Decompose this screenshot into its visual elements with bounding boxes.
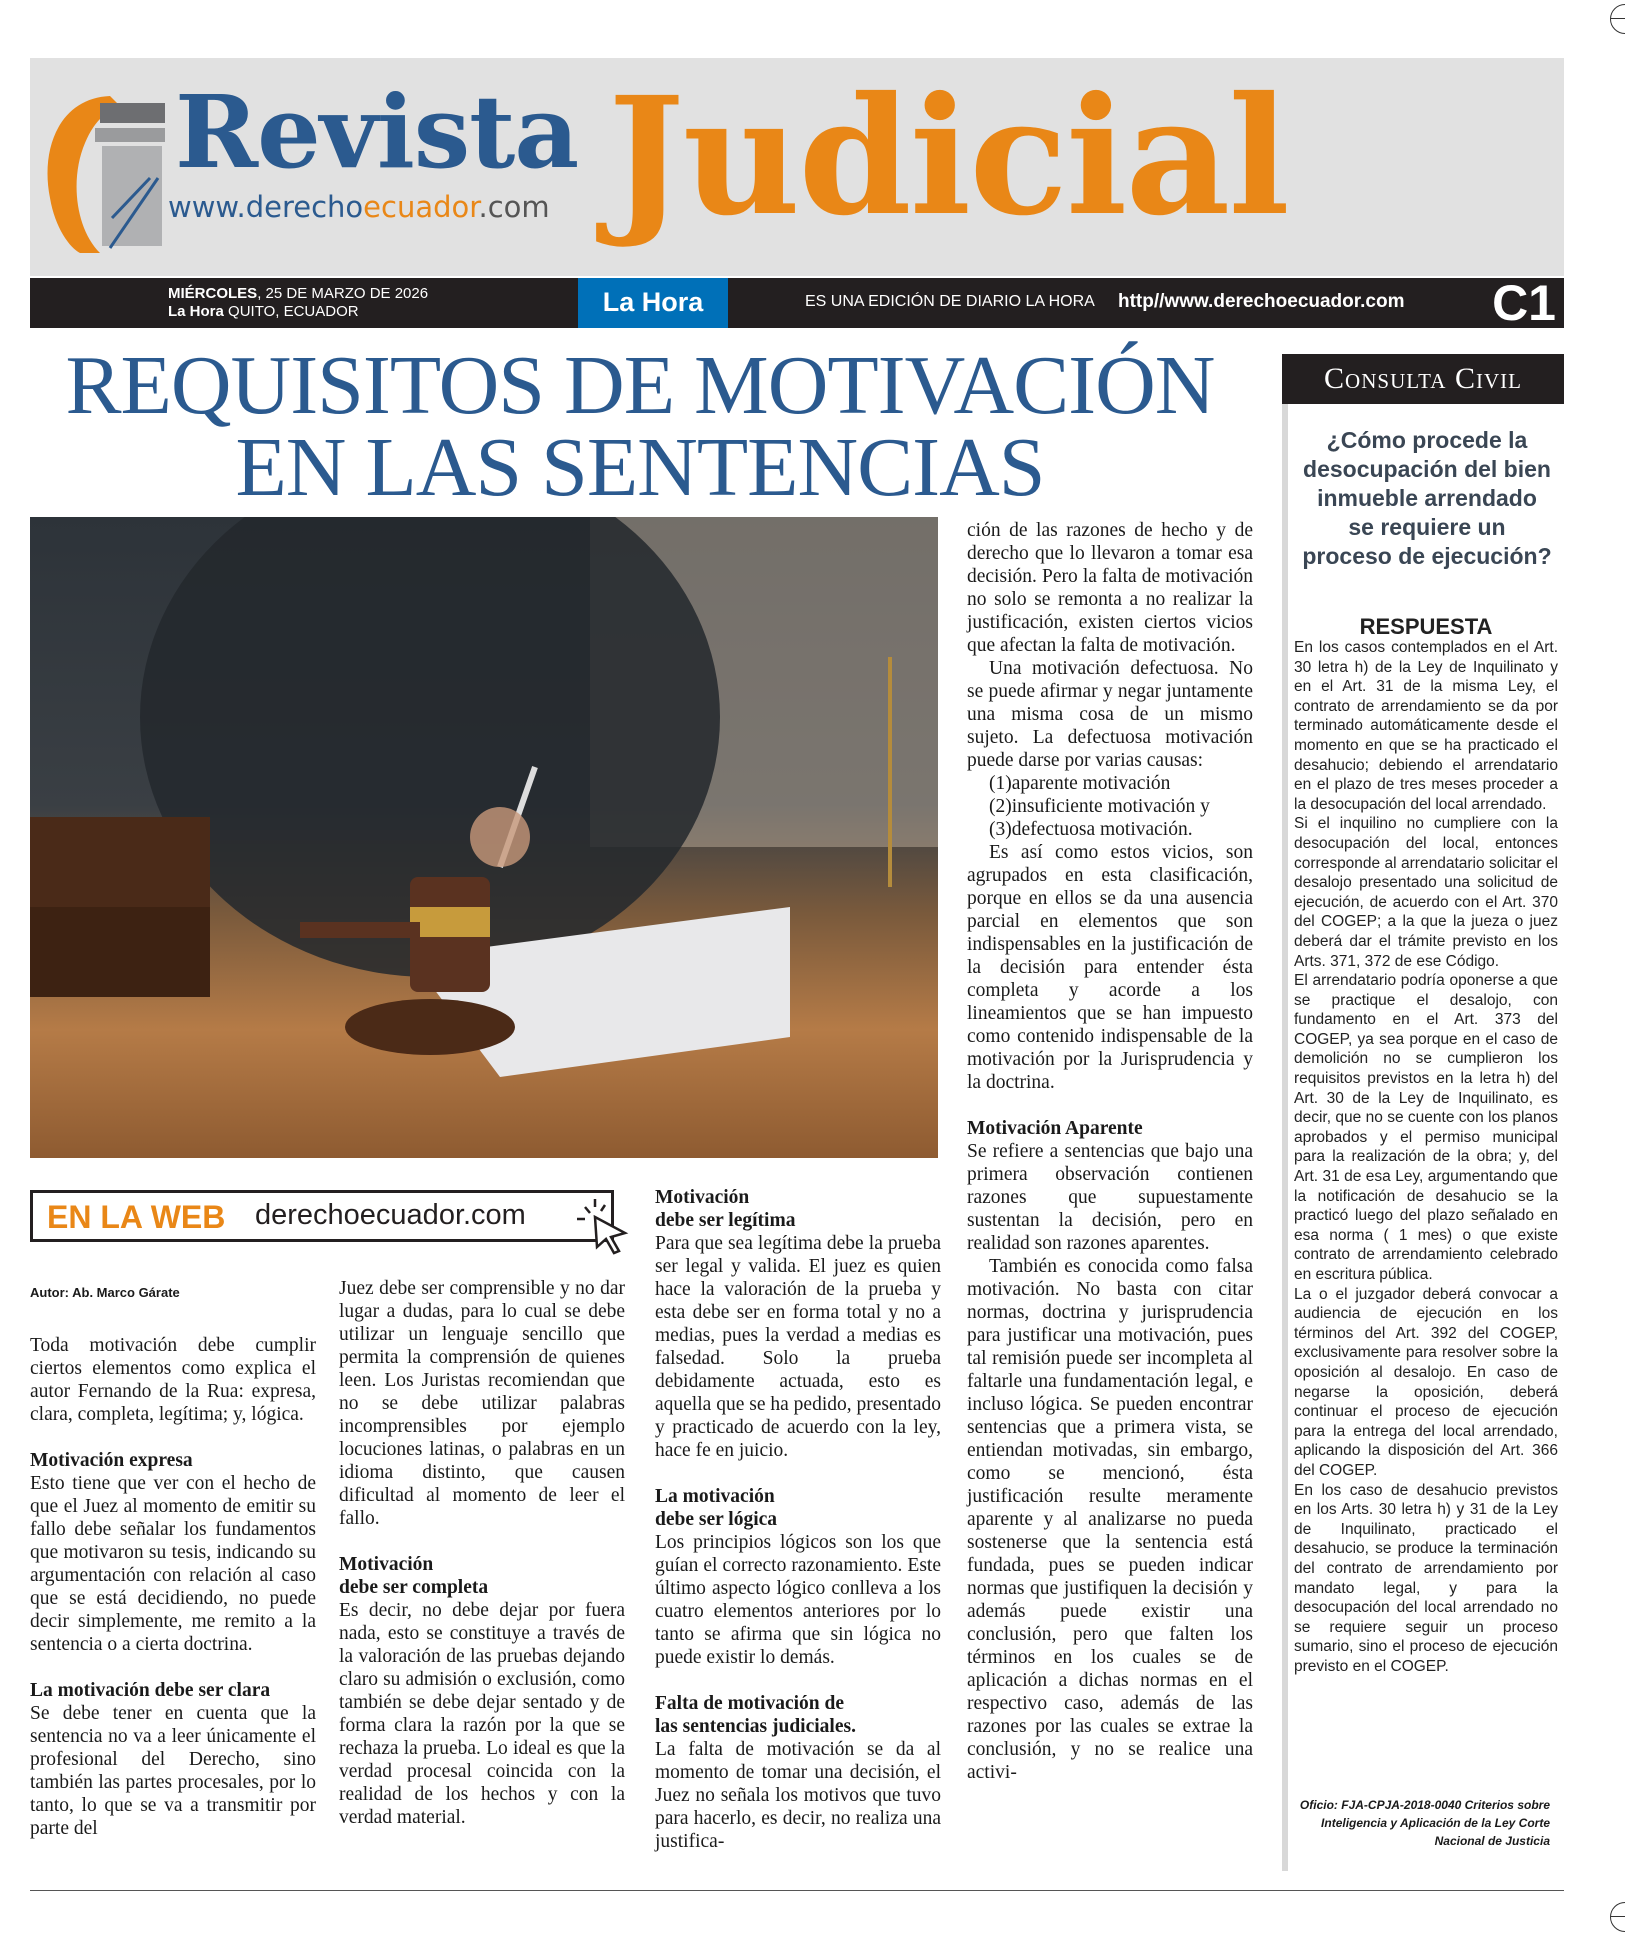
headline-line-2: EN LAS SENTENCIAS — [235, 421, 1045, 514]
registration-mark — [1610, 4, 1625, 34]
brand-small: La Hora — [168, 303, 224, 320]
masthead-title-judicial: Judicial — [608, 62, 1288, 252]
answer-title: RESPUESTA — [1359, 614, 1493, 639]
paragraph: Es decir, no debe dejar por fuera nada, esto se constituye a través de la valoración de las pruebas dejando claro su admisión o exclusión, como también se debe dejar sentado y de forma clara la razón por la que se rechaza la prueba. Lo ideal es que la verdad procesal coincida con la realidad de los hechos y con la verdad material. — [339, 1600, 625, 1828]
weekday: MIÉRCOLES — [168, 285, 258, 302]
date: , 25 DE MARZO DE 2026 — [257, 285, 429, 302]
date-bar — [30, 275, 1564, 331]
list-item: (2)insuficiente motivación y — [989, 796, 1210, 817]
section-heading: La motivación debe ser clara — [30, 1680, 271, 1701]
date-location — [168, 285, 428, 321]
paragraph: Juez debe ser comprensible y no dar lugar a dudas, para lo cual se debe utilizar un lenguaje sencillo que permita la comprensión de quienes leen. Los Juristas recomiendan que no se debe utilizar palabras incomprensibles por ejemplo locuciones latinas, o palabras en un idioma distinto, que causen dificultad al momento de leer el fallo. — [339, 1278, 625, 1529]
en-la-web-label: EN LA WEB — [47, 1199, 226, 1235]
answer-paragraph: La o el juzgador deberá convocar a audiencia de ejecución en los términos del Art. 392 del COGEP, exclusivamente para resolver sobre la oposición al desalojo. En caso de negarse la oposición, deberá continuar el proceso de ejecución para la entrega del local arrendado, aplicando la disposición del Art. 366 del COGEP. — [1294, 1285, 1558, 1479]
answer-paragraph: En los casos contemplados en el Art. 30 letra h) de la Ley de Inquilinato y en el Art. 31 de la misma Ley, el contrato de arrendamiento se da por terminado automáticamente desde el momento en que se ha practicado el desahucio; debiendo el arrendatario en el plazo de tres meses proceder a la desocupación del local arrendado. — [1294, 639, 1558, 813]
section-heading: Motivación expresa — [30, 1450, 193, 1471]
section-heading: Motivación Aparente — [967, 1118, 1143, 1139]
headline-line-1: REQUISITOS DE MOTIVACIÓN — [65, 339, 1215, 432]
heading-line: La motivación — [655, 1486, 775, 1507]
sidebar-section-title: Consulta Civil — [1282, 354, 1564, 404]
answer-paragraph: En los caso de desahucio previstos en los Arts. 30 letra h) y 31 de la Ley de Inquilinato, practicado el desahucio, se produce la terminación del contrato de arrendamiento por mandato legal, y para la desocupación del local arrendado no se requiere seguir un proceso sumario, sino el proceso de ejecución previsto en el COGEP. — [1294, 1481, 1558, 1675]
paragraph: Esto tiene que ver con el hecho de que el Juez al momento de emitir su fallo debe señalar los fundamentos que motivaron su tesis, indicando su argumentación con relación al caso que se está decidiendo, no puede decir simplemente, me remito a la sentencia o a cierta doctrina. — [30, 1473, 316, 1655]
paragraph: Los principios lógicos son los que guían el correcto razonamiento. Este último aspecto lógico conlleva a los cuatro elementos anteriores por lo tanto se afirma que sin lógica no puede existir lo demás. — [655, 1532, 941, 1668]
logo-column-icon — [40, 88, 170, 253]
heading-line: Falta de motivación de — [655, 1693, 845, 1714]
paragraph: También es conocida como falsa motivación. No basta con citar normas, doctrina y jurisprudencia para justificar una motivación, pues tal remisión puede ser incompleta al faltarle una fundamentación legal, e incluso lógica. Se pueden encontrar sentencias que a primera vista, se entiendan motivadas, sin embargo, como se mencionó, ésta justificación resulte meramente aparente y al analizarse no pueda sostenerse que la sentencia está fundada, pues se pueden indicar normas que justifiquen la decisión y además puede existir una conclusión, pero que falten los términos en los cuales se de aplicación a dichas normas en el respectivo caso, además de las razones por las cuales se extrae la conclusión, y no se realice una activi- — [967, 1256, 1253, 1783]
list-item: (3)defectuosa motivación. — [989, 819, 1193, 840]
consulta-civil-sidebar — [1282, 354, 1564, 1871]
paragraph: La falta de motivación se da al momento de tomar una decisión, el Juez no señala los motivos que tuvo para hacerlo, es decir, no realiza una justifica- — [655, 1739, 941, 1852]
paragraph: Para que sea legítima debe la prueba ser legal y valida. El juez es quien hace la valoración de la prueba y esta debe ser en forma total y no a medias, pues la verdad a medias es falsedad. Solo la prueba debidamente actuada, esto es aquella que se ha pedido, presentado y practicado de acuerdo con la ley, hace fe en juicio. — [655, 1233, 941, 1461]
section-heading — [655, 1485, 941, 1531]
en-la-web-banner[interactable] — [30, 1190, 614, 1242]
list-item: (1)aparente motivación — [989, 773, 1171, 794]
article-column-4 — [967, 519, 1253, 1784]
author-byline: Autor: Ab. Marco Gárate — [30, 1285, 180, 1300]
la-hora-logo: La Hora — [578, 278, 728, 328]
masthead-title-revista: Revista — [175, 73, 579, 191]
answer-paragraph: Si el inquilino no cumpliere con la desocupación del local, entonces corresponde al arrendatario solicitar el desalojo presentado una solicitud de ejecución, de acuerdo con el Art. 370 del COGEP; a la que la jueza o juez deberá dar el trámite previsto en los Arts. 371, 372 de ese Código. — [1294, 815, 1558, 970]
heading-line: debe ser legítima — [655, 1210, 796, 1231]
heading-line: Motivación — [339, 1554, 434, 1575]
website-link[interactable]: http//www.derechoecuador.com — [1118, 291, 1405, 312]
cursor-click-icon — [565, 1195, 635, 1255]
article-headline — [40, 339, 1240, 514]
paragraph: Se refiere a sentencias que bajo una primera observación contienen razones que supuestamente sustentan la decisión, pero en realidad son razones aparentes. — [967, 1141, 1253, 1254]
page-number: C1 — [1492, 275, 1556, 331]
url-prefix: www.derecho — [168, 190, 364, 224]
heading-line: Motivación — [655, 1187, 750, 1208]
masthead-url[interactable] — [168, 190, 550, 224]
sidebar-source: Oficio: FJA-CPJA-2018-0040 Criterios sobre Inteligencia y Aplicación de la Ley Corte Nacional de Justicia — [1299, 1798, 1550, 1848]
registration-mark — [1610, 1902, 1625, 1932]
article-column-1 — [30, 1281, 316, 1840]
url-suffix: .com — [478, 190, 550, 224]
paragraph: Una motivación defectuosa. No se puede afirmar y negar juntamente una misma cosa de un mismo sujeto. La defectuosa motivación puede darse por varias causas: — [967, 658, 1253, 771]
sidebar-question: ¿Cómo procede la desocupación del bien inmueble arrendado se requiere un proceso de ejecución? — [1302, 427, 1552, 569]
answer-paragraph: El arrendatario podría oponerse a que se practique el desalojo, con fundamento en el Art. 373 del COGEP, ya sea porque en el caso de demolición no se cumplieron los requisitos previstos en la letra h) del Art. 30 de la Ley de Inquilinato, es decir, que no se cuente con los planos aprobados y el permiso municipal para la realización de la obra; y, del Art. 31 de esa Ley, argumentando que la notificación de desahucio se la practicó luego del plazo señalado en esa norma ( 1 mes) o que existe contrato de arrendamiento celebrado en escritura pública. — [1294, 972, 1558, 1283]
paragraph: ción de las razones de hecho y de derecho que lo llevaron a tomar esa decisión. Pero la falta de motivación no solo se remonta a no realizar la justificación, existen ciertos vicios que afectan la falta de motivación. — [967, 520, 1253, 656]
article-photo-gavel — [30, 517, 938, 1158]
edition-note: ES UNA EDICIÓN DE DIARIO LA HORA — [805, 293, 1095, 310]
heading-line: debe ser lógica — [655, 1509, 778, 1530]
url-mid: ecuador — [363, 190, 479, 224]
section-heading — [655, 1692, 941, 1738]
paragraph: Se debe tener en cuenta que la sentencia no va a leer únicamente el profesional del Derecho, sino también las partes procesales, por lo tanto, lo que se va a transmitir por parte del — [30, 1703, 316, 1839]
bottom-rule — [30, 1890, 1564, 1891]
heading-line: debe ser completa — [339, 1577, 489, 1598]
article-column-3 — [655, 1186, 941, 1853]
paragraph: Toda motivación debe cumplir ciertos elementos como explica el autor Fernando de la Rua: expresa, clara, completa, legítima; y, lógica. — [30, 1335, 316, 1425]
heading-line: las sentencias judiciales. — [655, 1716, 856, 1737]
location: QUITO, ECUADOR — [223, 303, 359, 320]
article-column-2 — [339, 1277, 625, 1829]
sidebar-answer — [1294, 616, 1558, 1676]
section-heading — [339, 1553, 625, 1599]
paragraph: Es así como estos vicios, son agrupados en esta clasificación, porque en ellos se da una ausencia parcial en elementos que son indispensables en la justificación de la decisión para entender ésta completa y acorde a los lineamientos que se han impuesto como contenido indispensable de la motivación por la Jurisprudencia y la doctrina. — [967, 842, 1253, 1093]
en-la-web-url[interactable]: derechoecuador.com — [255, 1199, 526, 1231]
section-heading — [655, 1186, 941, 1232]
